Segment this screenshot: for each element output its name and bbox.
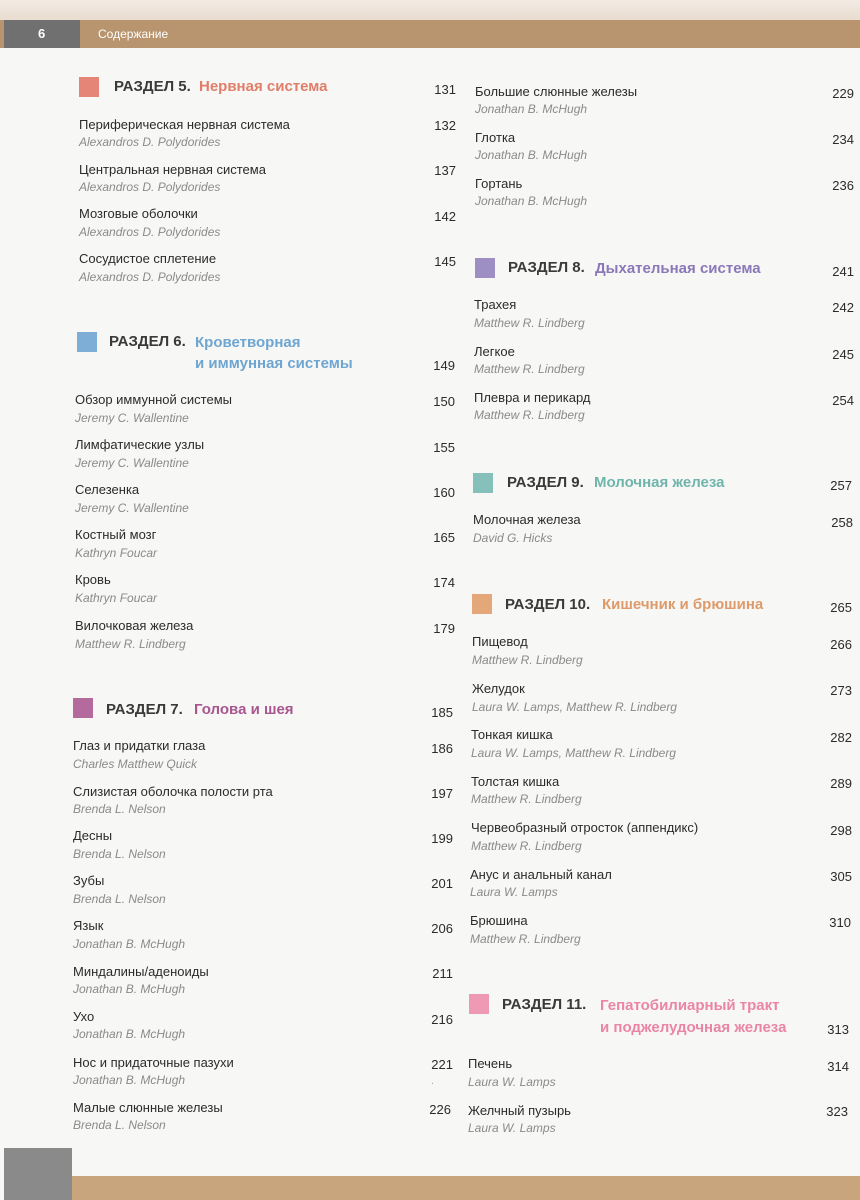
section-page: 149 [433, 358, 455, 373]
entry-page: 273 [830, 683, 852, 698]
entry-author: Laura W. Lamps [470, 885, 558, 899]
entry-author: Jeremy C. Wallentine [75, 501, 189, 515]
section-label: РАЗДЕЛ 8. [508, 259, 585, 276]
section-label: РАЗДЕЛ 9. [507, 474, 584, 491]
entry-page: 186 [431, 741, 453, 756]
entry-title: Анус и анальный канал [470, 867, 612, 882]
entry-title: Периферическая нервная система [79, 117, 290, 132]
entry-page: 310 [829, 915, 851, 930]
entry-author: Jeremy C. Wallentine [75, 456, 189, 470]
entry-title: Тонкая кишка [471, 727, 553, 742]
entry-author: Charles Matthew Quick [73, 757, 198, 771]
section-page: 313 [827, 1022, 849, 1037]
section-label: РАЗДЕЛ 5. [114, 78, 191, 95]
entry-author: Matthew R. Lindberg [474, 362, 585, 376]
entry-page: 160 [433, 485, 455, 500]
entry-author: Laura W. Lamps, Matthew R. Lindberg [471, 746, 676, 760]
entry-page: 216 [431, 1012, 453, 1027]
section-page: 131 [434, 82, 456, 97]
entry-page: 211 [432, 966, 453, 981]
entry-author: Jonathan B. McHugh [73, 1027, 186, 1041]
entry-title: Мозговые оболочки [79, 206, 198, 221]
entry-author: Jonathan B. McHugh [475, 148, 588, 162]
entry-title: Легкое [474, 344, 515, 359]
entry-page: 132 [434, 118, 456, 133]
entry-page: 266 [830, 637, 852, 652]
entry-author: Laura W. Lamps, Matthew R. Lindberg [472, 700, 677, 714]
entry-author: Matthew R. Lindberg [471, 839, 582, 853]
entry-page: 298 [830, 823, 852, 838]
section-color-square [469, 994, 489, 1014]
entry-title: Миндалины/аденоиды [73, 964, 209, 979]
entry-author: Brenda L. Nelson [73, 847, 166, 861]
section-page: 241 [832, 264, 854, 279]
section-title: Молочная железа [594, 474, 725, 491]
entry-page: 234 [832, 132, 854, 147]
entry-title: Язык [73, 918, 104, 933]
entry-page: 229 [832, 86, 854, 101]
entry-title: Глотка [475, 130, 516, 145]
section-title-line2: и поджелудочная железа [600, 1019, 787, 1036]
entry-page: 199 [431, 831, 453, 846]
section-title: Кишечник и брюшина [602, 596, 764, 613]
decorative-dot: . [431, 1076, 434, 1087]
entry-title: Десны [73, 828, 113, 843]
section-label: РАЗДЕЛ 6. [109, 333, 186, 350]
entry-title: Малые слюнные железы [73, 1100, 223, 1115]
entry-title: Толстая кишка [471, 774, 560, 789]
section-label: РАЗДЕЛ 10. [505, 596, 591, 613]
entry-title: Ухо [73, 1009, 95, 1024]
entry-title: Сосудистое сплетение [79, 251, 217, 266]
entry-page: 289 [830, 776, 852, 791]
footer-strip [72, 1176, 860, 1200]
section-page: 185 [431, 705, 453, 720]
entry-author: Laura W. Lamps [468, 1075, 556, 1089]
page-title: Содержание [98, 27, 169, 41]
entry-title: Желудок [472, 681, 525, 696]
section-color-square [77, 332, 97, 352]
entry-author: Matthew R. Lindberg [474, 408, 585, 422]
entry-author: Alexandros D. Polydorides [79, 270, 221, 284]
section-title-line1: Гепатобилиарный тракт [600, 997, 780, 1014]
section-color-square [473, 473, 493, 493]
section-color-square [472, 594, 492, 614]
entry-author: Jonathan B. McHugh [73, 937, 186, 951]
section-label: РАЗДЕЛ 11. [502, 996, 587, 1013]
entry-page: 323 [826, 1104, 848, 1119]
entry-title: Кровь [75, 572, 111, 587]
section-page: 257 [830, 478, 852, 493]
entry-author: Alexandros D. Polydorides [79, 225, 221, 239]
entry-author: Jonathan B. McHugh [475, 194, 588, 208]
entry-page: 206 [431, 921, 453, 936]
entry-title: Большие слюнные железы [475, 84, 638, 99]
entry-page: 174 [433, 575, 455, 590]
entry-page: 137 [434, 163, 456, 178]
entry-page: 245 [832, 347, 854, 362]
entry-author: Matthew R. Lindberg [471, 792, 582, 806]
entry-page: 236 [832, 178, 854, 193]
page-number: 6 [4, 20, 80, 48]
entry-page: 197 [431, 786, 453, 801]
entry-author: Kathryn Foucar [75, 591, 158, 605]
entry-title: Лимфатические узлы [75, 437, 205, 452]
entry-page: 314 [827, 1059, 849, 1074]
entry-author: Jeremy C. Wallentine [75, 411, 189, 425]
section-color-square [79, 77, 99, 97]
section-title-line1: Кроветворная [195, 334, 301, 351]
entry-title: Печень [468, 1056, 513, 1071]
entry-title: Слизистая оболочка полости рта [73, 784, 273, 799]
entry-page: 305 [830, 869, 852, 884]
entry-page: 201 [431, 876, 453, 891]
footer-gray-box [4, 1148, 72, 1200]
entry-author: Brenda L. Nelson [73, 1118, 166, 1132]
entry-title: Костный мозг [75, 527, 157, 542]
entry-title: Пищевод [472, 634, 528, 649]
entry-title: Плевра и перикард [474, 390, 591, 405]
entry-author: Laura W. Lamps [468, 1121, 556, 1135]
entry-title: Обзор иммунной системы [75, 392, 232, 407]
entry-author: Alexandros D. Polydorides [79, 135, 221, 149]
entry-author: Alexandros D. Polydorides [79, 180, 221, 194]
entry-page: 221 [431, 1057, 453, 1072]
entry-author: Brenda L. Nelson [73, 892, 166, 906]
header-bar [0, 20, 860, 48]
section-title: Дыхательная система [595, 260, 761, 277]
entry-page: 150 [433, 394, 455, 409]
entry-author: Jonathan B. McHugh [73, 982, 186, 996]
entry-author: Matthew R. Lindberg [470, 932, 581, 946]
entry-title: Вилочковая железа [75, 618, 194, 633]
entry-title: Нос и придаточные пазухи [73, 1055, 234, 1070]
entry-title: Центральная нервная система [79, 162, 266, 177]
entry-title: Червеобразный отросток (аппендикс) [471, 820, 699, 835]
section-title: Голова и шея [194, 701, 294, 718]
entry-author: Brenda L. Nelson [73, 802, 166, 816]
entry-page: 254 [832, 393, 854, 408]
entry-page: 142 [434, 209, 456, 224]
entry-page: 145 [434, 254, 456, 269]
entry-title: Желчный пузырь [468, 1103, 571, 1118]
entry-page: 242 [832, 300, 854, 315]
entry-page: 155 [433, 440, 455, 455]
entry-author: Matthew R. Lindberg [474, 316, 585, 330]
entry-author: Jonathan B. McHugh [73, 1073, 186, 1087]
section-title: Нервная система [199, 78, 328, 95]
section-color-square [475, 258, 495, 278]
section-label: РАЗДЕЛ 7. [106, 701, 183, 718]
entry-author: Kathryn Foucar [75, 546, 158, 560]
entry-author: David G. Hicks [473, 531, 553, 545]
entry-title: Гортань [475, 176, 523, 191]
entry-title: Глаз и придатки глаза [73, 738, 206, 753]
section-page: 265 [830, 600, 852, 615]
entry-author: Jonathan B. McHugh [475, 102, 588, 116]
entry-page: 179 [433, 621, 455, 636]
section-color-square [73, 698, 93, 718]
entry-page: 226 [429, 1102, 451, 1117]
entry-author: Matthew R. Lindberg [75, 637, 186, 651]
entry-title: Трахея [474, 297, 517, 312]
entry-title: Зубы [73, 873, 105, 888]
top-strip [0, 0, 860, 20]
section-title-line2: и иммунная системы [195, 355, 353, 372]
entry-title: Брюшина [470, 913, 528, 928]
entry-title: Молочная железа [473, 512, 581, 527]
entry-title: Селезенка [75, 482, 140, 497]
entry-page: 258 [831, 515, 853, 530]
entry-page: 165 [433, 530, 455, 545]
entry-author: Matthew R. Lindberg [472, 653, 583, 667]
entry-page: 282 [830, 730, 852, 745]
